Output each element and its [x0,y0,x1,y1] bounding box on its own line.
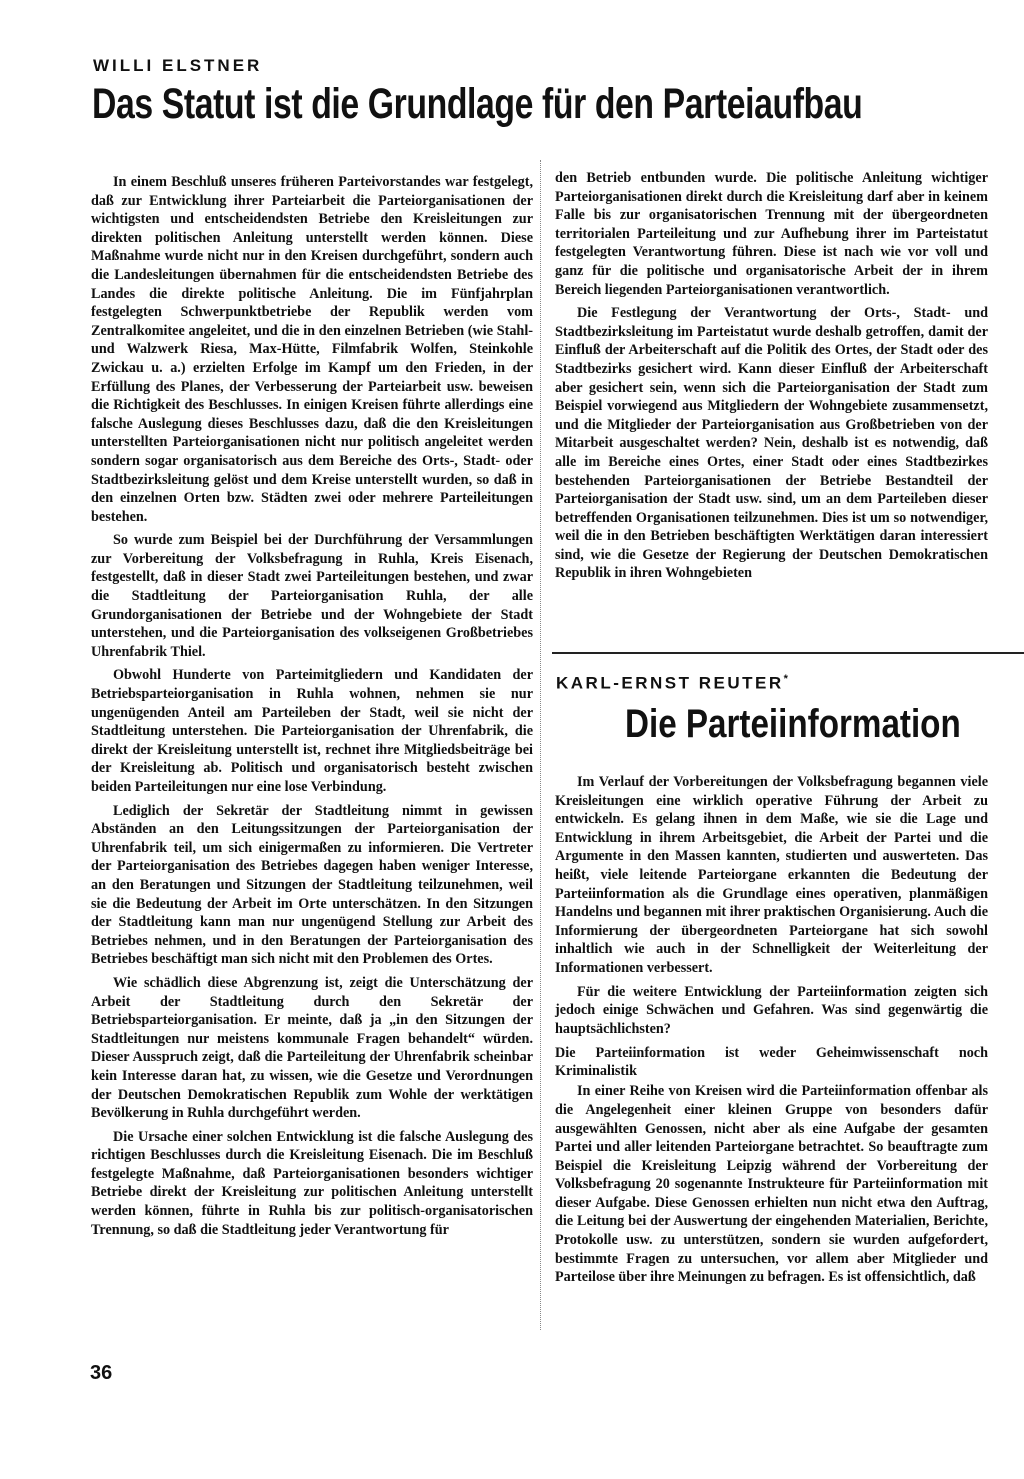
paragraph: den Betrieb entbunden wurde. Die politische Anleitung wichtiger Parteiorganisationen direkt durch die Kreisleitung darf aber in keinem Falle bis zur organisatorischen Trennung mit der übergeordneten territorialen Parteileitung und zur Aufhebung ihrer im Parteistatut festgelegten Verantwortung führen. Diese ist nach wie vor voll und ganz für die politische und organisatorische Arbeit der in ihrem Bereich liegenden Parteiorganisationen verantwortlich. [555,170,988,298]
article1-right-column [555,169,988,588]
paragraph: In einer Reihe von Kreisen wird die Parteiinformation offenbar als die Angelegenheit einer kleinen Gruppe von besonders dafür ausgewählten Genossen, nicht aber als eine Aufgabe der gesamten Partei und aller leitenden Parteiorgane betrachtet. So beauftragte zum Beispiel die Kreisleitung Leipzig während der Vorbereitung der Volksbefragung 20 sogenannte Instrukteure für Parteiinformation mit dieser Aufgabe. Diese Genossen erhielten nun nicht etwa den Auftrag, die Leitung bei der Auswertung der eingehenden Materialien, Berichte, Protokolle usw. zu unterstützen, sondern sie wurden aufgefordert, bestimmte Fragen zu untersuchen, vor allem aber Mitglieder und Parteilose über ihre Meinungen zu befragen. Es ist offensichtlich, daß [555,1083,988,1286]
paragraph: Die Festlegung der Verantwortung der Orts-, Stadt- und Stadtbezirksleitung im Parteistatut wurde deshalb getroffen, damit der Einfluß der Arbeiterschaft auf die Politik des Ortes, der Stadt oder des Stadtbezirks gesichert wird. Kann dieser Einfluß der Arbeiterschaft aber gesichert sein, wenn sich die Parteiorganisation der Stadt zum Beispiel vorwiegend aus Mitgliedern der Wohngebiete zusammensetzt, und die Mitglieder der Parteiorganisation aus Großbetrieben von der Mitarbeit ausgeschaltet werden? Nein, deshalb ist es notwendig, daß alle im Bereiche eines Ortes, einer Stadt oder eines Stadtbezirkes bestehenden Parteiorganisationen der Betriebe Bestandteil der Parteiorganisation der Stadt usw. sind, um an dem Parteileben dieser betreffenden Organisationen teilzunehmen. Dies ist um so notwendiger, weil die in den Betrieben beschäftigten Werktätigen daran interessiert sind, wie die Gesetze der Regierung der Deutschen Demokratischen Republik in ihren Wohngebieten [555,305,988,582]
paragraph: Wie schädlich diese Abgrenzung ist, zeigt die Unterschätzung der Arbeit der Stadtleitung durch den Sekretär der Betriebsparteiorganisation. Er meinte, daß ja „in den Sitzungen der Stadtleitungen nur meistens kommunale Fragen behandelt“ würden. Dieser Ausspruch zeigt, daß die Parteileitung der Uhrenfabrik scheinbar kein Interesse daran hat, zu wissen, wie die Gesetze und Verordnungen der Deutschen Demokratischen Republik zum Wohle der werktätigen Bevölkerung in Ruhla durchgeführt werden. [91,974,533,1122]
article1-title: Das Statut ist die Grundlage für den Parteiaufbau [92,80,863,128]
column-divider [540,160,542,1330]
article1-author: WILLI ELSTNER [93,56,263,75]
footnote-mark: * [783,673,791,685]
paragraph: Im Verlauf der Vorbereitungen der Volksbefragung begannen viele Kreisleitungen eine wirklich operative Führung der Arbeit zu entwickeln. Es gelang ihnen in dem Maße, wie sie die Lage und Entwicklung in ihrem Arbeitsgebiet, die Arbeit der Partei und die Argumente in den Massen kannten, studierten und auswerteten. Das heißt, viele leitende Parteiorgane erkannten die Bedeutung der Parteiinformation als die Grundlage eines operativen, planmäßigen Handelns und begannen mit ihrer praktischen Organisierung. Auch die Informierung der übergeordneten Parteiorgane hat sich sowohl inhaltlich wie auch in der Schnelligkeit der Weiterleitung der Informationen verbessert. [555,774,988,976]
paragraph: So wurde zum Beispiel bei der Durchführung der Versammlungen zur Vorbereitung der Volksbefragung in Ruhla, Kreis Eisenach, festgestellt, daß in dieser Stadt zwei Parteileitungen bestehen, und zwar die Stadtleitung der Parteiorganisation Ruhla, der alle Grundorganisationen der Betriebe und der Wohngebiete der Stadt unterstehen, und die Parteiorganisation des volkseigenen Großbetriebes Uhrenfabrik Thiel. [91,532,533,660]
article2-title: Die Parteiinformation [625,702,961,746]
paragraph: Obwohl Hunderte von Parteimitgliedern und Kandidaten der Betriebsparteiorganisation in Ruhla wohnen, nehmen sie nur ungenügenden Anteil am Parteileben der Stadt, weil sie nicht der Stadtleitung unterstehen. Die Parteiorganisation der Uhrenfabrik, die direkt der Kreisleitung unterstellt ist, rechnet ihre Mitgliedsbeiträge bei der Kreisleitung ab. Politisch und organisatorisch besteht zwischen beiden Parteileitungen nur eine lose Verbindung. [91,667,533,795]
paragraph: Die Ursache einer solchen Entwicklung ist die falsche Auslegung des richtigen Beschlusses durch die Kreisleitung Eisenach. Die im Beschluß festgelegte Maßnahme, daß Parteiorganisationen besonders wichtiger Betriebe direkt der Kreisleitung zur politischen Anleitung unterstellt werden können, führte in Ruhla bis zur politisch-organisatorischen Trennung, so daß die Stadtleitung jeder Verantwortung für [91,1128,533,1238]
article2-column [555,773,988,1292]
article2-subheading: Die Parteiinformation ist weder Geheimwissenschaft noch Kriminalistik [555,1045,988,1080]
paragraph: Für die weitere Entwicklung der Parteiinformation zeigten sich jedoch einige Schwächen und Gefahren. Was sind gegenwärtig die hauptsächlichsten? [555,983,988,1037]
article2-author [556,673,790,694]
paragraph: Lediglich der Sekretär der Stadtleitung nimmt in gewissen Abständen an den Leitungssitzungen der Parteiorganisation der Uhrenfabrik teil, um sich einigermaßen zu informieren. Die Vertreter der Parteiorganisation des Betriebes dagegen haben weniger Interesse, an den Beratungen und Sitzungen der Stadtleitung teilzunehmen, weil sie die Bedeutung der Arbeit im Orte unterschätzen. In den Sitzungen der Stadtleitung kann man nur ungenügend Stellung zur Arbeit des Betriebes nehmen, und in den Beratungen der Parteiorganisation des Betriebes beschäftigt man sich nicht mit den Problemen des Ortes. [91,802,533,968]
article2-author-name: KARL-ERNST REUTER [556,673,784,693]
article2-title-wrap [600,700,1024,760]
article1-left-column [91,173,533,1244]
paragraph: In einem Beschluß unseres früheren Parteivorstandes war festgelegt, daß zur Entwicklung ihrer Parteiarbeit die Parteiorganisationen der wichtigsten und entscheidendsten Betriebe den Kreisleitungen zur direkten politischen Anleitung unterstellt werden können. Diese Maßnahme wurde nicht nur in den Kreisen durchgeführt, sondern auch die Landesleitungen übernahmen für die entscheidendsten Betriebe des Landes die direkte politische Anleitung. Die im Fünfjahrplan festgelegten Schwerpunktbetriebe der Republik werden vom Zentralkomitee angeleitet, und die in den einzelnen Betrieben (wie Stahl- und Walzwerk Riesa, Max-Hütte, Filmfabrik Wolfen, Steinkohle Zwickau u. a.) erzielten Erfolge im Kampf um den Frieden, in der Erfüllung des Planes, der Verbesserung der Parteiarbeit usw. beweisen die Richtigkeit des Beschlusses. In einigen Kreisen führte allerdings eine falsche Auslegung dieses Beschlusses dazu, daß die den Kreisleitungen unterstellten Parteiorganisationen nicht nur politisch angeleitet werden sondern sogar organisatorisch aus dem Bereiche des Orts-, Stadt- oder Stadtbezirksleitung gelöst und dem Kreise unterstellt wurden, so daß in den einzelnen Orten bzw. Städten zwei oder mehrere Parteileitungen bestehen. [91,174,533,525]
page-number: 36 [90,1362,113,1384]
article-separator [552,652,1024,654]
